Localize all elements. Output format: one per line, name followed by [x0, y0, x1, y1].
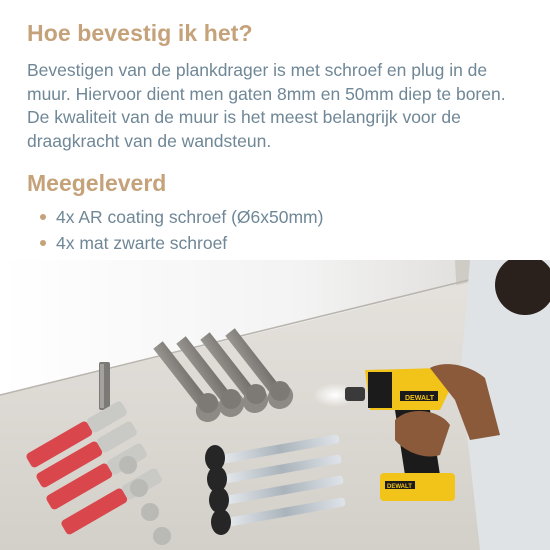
bullet-dot-icon	[40, 240, 46, 246]
included-item-screw-black	[40, 230, 323, 256]
included-item-screw-ar	[40, 204, 323, 230]
screwdriver-bit	[99, 362, 110, 410]
battery-brand-label: DEWALT	[387, 484, 412, 490]
included-item-label: 4x mat zwarte schroef	[56, 232, 228, 253]
bullet-dot-icon	[40, 214, 46, 220]
heading-included: Meegeleverd	[27, 170, 167, 196]
drill-brand-label: DEWALT	[405, 395, 435, 402]
included-item-label: 4x AR coating schroef (Ø6x50mm)	[56, 206, 324, 227]
heading-how-to-mount: Hoe bevestig ik het?	[27, 20, 253, 46]
product-photo	[0, 260, 550, 550]
mounting-instructions: Bevestigen van de plankdrager is met schroef en plug in de muur. Hiervoor dient men gaten 8mm en 50mm diep te boren. De kwaliteit van de muur is het meest belangrijk voor de draagkracht van de wandsteun.	[27, 60, 506, 151]
product-photo-illustration	[0, 260, 550, 550]
